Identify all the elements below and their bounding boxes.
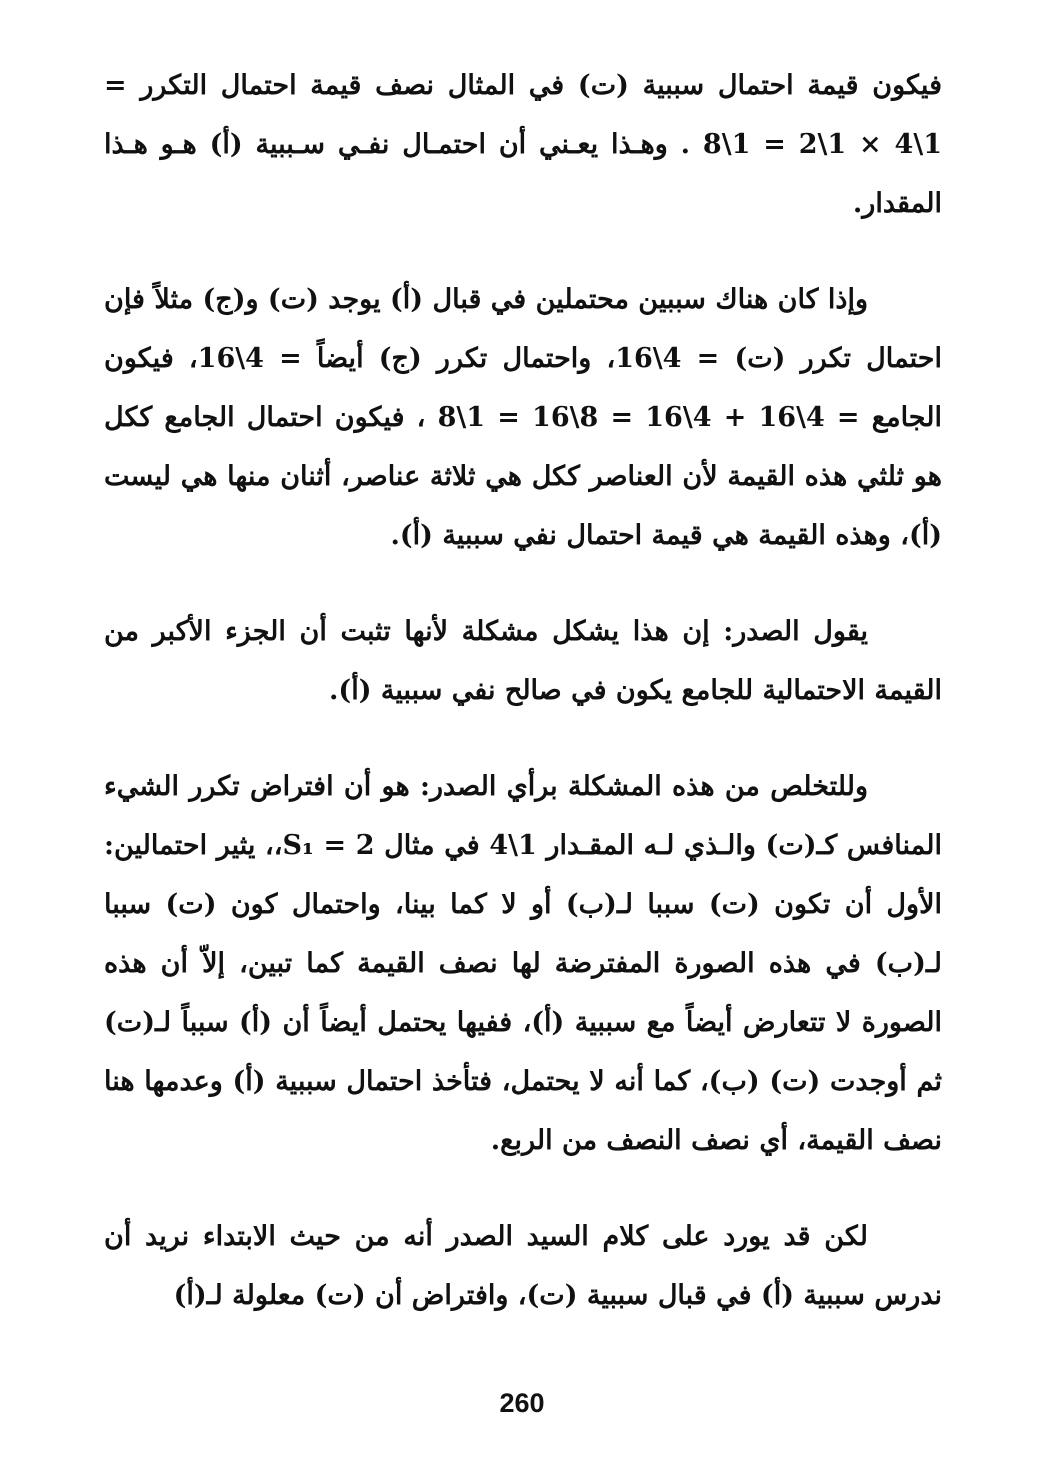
- paragraph-4: وللتخلص من هذه المشكلة برأي الصدر: هو أن افتراض تكرر الشيء المنافس كـ(ت) والـذي لـه المقـدار 1\4 في مثال S₁ = 2،، يثير احتمالين: الأول أن تكون (ت) سببا لـ(ب) أو لا كما بينا، واحتمال كون (ت) سببا لـ(ب) في هذه الصورة المفترضة لها نصف القيمة كما تبين، إلاّ أن هذه الصورة لا تتعارض أيضاً مع سببية (أ)، ففيها يحتمل أيضاً أن (أ) سبباً لـ(ت) ثم أوجدت (ت) (ب)، كما أنه لا يحتمل، فتأخذ احتمال سببية (أ) وعدمها هنا نصف القيمة، أي نصف النصف من الربع.: [104, 771, 942, 1156]
- page-body: [104, 56, 942, 1325]
- paragraph-3: يقول الصدر: إن هذا يشكل مشكلة لأنها تثبت أن الجزء الأكبر من القيمة الاحتمالية للجامع يكون في صالح نفي سببية (أ).: [104, 616, 942, 706]
- paragraph-5: لكن قد يورد على كلام السيد الصدر أنه من حيث الابتداء نريد أن ندرس سببية (أ) في قبال سببية (ت)، وافتراض أن (ت) معلولة لـ(أ): [104, 1221, 942, 1311]
- page-number: 260: [499, 1388, 545, 1418]
- paragraph-1: فيكون قيمة احتمال سببية (ت) في المثال نصف قيمة احتمال التكرر = 1\4 × 1\2 = 1\8 . وهـذا يعـني أن احتمـال نفـي سـببية (أ) هـو هـذا المقدار.: [104, 70, 942, 219]
- paragraph-2: وإذا كان هناك سببين محتملين في قبال (أ) يوجد (ت) و(ج) مثلاً فإن احتمال تكرر (ت) = 4\16، واحتمال تكرر (ج) أيضاً = 4\16، فيكون الجامع = 4\16 + 4\16 = 8\16 = 1\8 ، فيكون احتمال الجامع ككل هو ثلثي هذه القيمة لأن العناصر ككل هي ثلاثة عناصر، أثنان منها هي ليست (أ)، وهذه القيمة هي قيمة احتمال نفي سببية (أ).: [104, 284, 942, 551]
